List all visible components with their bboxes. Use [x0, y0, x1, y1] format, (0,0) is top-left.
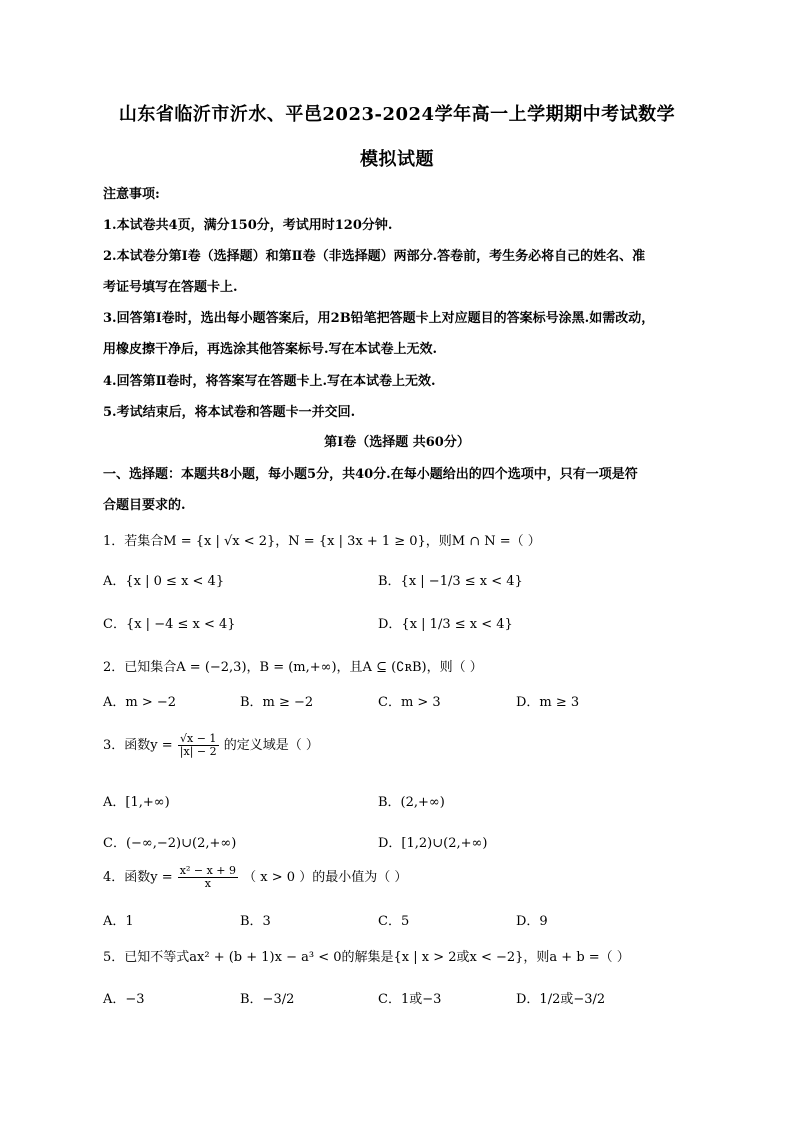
question-3-option-a: A．[1,+∞) — [103, 795, 170, 810]
notice-item: 5.考试结束后，将本试卷和答题卡一并交回. — [103, 405, 356, 420]
question-1-stem: 1．若集合M = {x | √x < 2}，N = {x | 3x + 1 ≥ 0}，则M ∩ N =（ ） — [103, 534, 541, 549]
question-1-option-c: C．{x | −4 ≤ x < 4} — [103, 617, 236, 632]
question-1-option-a: A．{x | 0 ≤ x < 4} — [103, 574, 225, 589]
question-2-option-c: C．m > 3 — [378, 695, 441, 710]
exam-title-line2: 模拟试题 — [360, 149, 434, 170]
notice-heading: 注意事项: — [103, 187, 160, 202]
question-3-numerator: √x − 1 — [178, 733, 219, 746]
section-intro: 合题目要求的. — [103, 498, 186, 513]
question-4-option-d: D．9 — [516, 914, 548, 929]
question-2-stem: 2．已知集合A = (−2,3)，B = (m,+∞)，且A ⊆ (∁ʀB)，则（ ） — [103, 660, 483, 675]
question-4-fraction — [178, 865, 238, 890]
notice-item: 2.本试卷分第Ⅰ卷（选择题）和第Ⅱ卷（非选择题）两部分.答卷前，考生务必将自己的姓名、准 — [103, 249, 646, 264]
question-4-option-b: B．3 — [240, 914, 271, 929]
question-3-stem-prefix: 3．函数y = — [103, 738, 173, 753]
question-3-option-c: C．(−∞,−2)∪(2,+∞) — [103, 836, 237, 851]
section-heading: 第Ⅰ卷（选择题 共60分） — [324, 435, 470, 450]
notice-item: 1.本试卷共4页，满分150分，考试用时120分钟. — [103, 218, 393, 233]
question-3-fraction — [178, 733, 219, 758]
question-1-option-d: D．{x | 1/3 ≤ x < 4} — [378, 617, 513, 632]
question-2-option-a: A．m > −2 — [103, 695, 177, 710]
question-3-option-b: B．(2,+∞) — [378, 795, 445, 810]
question-4-denominator: x — [204, 877, 212, 890]
question-5-stem: 5．已知不等式ax² + (b + 1)x − a³ < 0的解集是{x | x > 2或x < −2}，则a + b =（ ） — [103, 950, 630, 965]
question-5-option-c: C．1或−3 — [378, 992, 442, 1007]
notice-item: 3.回答第Ⅰ卷时，选出每小题答案后，用2B铅笔把答题卡上对应题目的答案标号涂黑.如需改动， — [103, 311, 655, 326]
question-4-numerator: x² − x + 9 — [179, 864, 237, 877]
question-3-stem-suffix: 的定义域是（ ） — [223, 738, 319, 753]
question-5-option-a: A．−3 — [103, 992, 145, 1007]
question-2-option-d: D．m ≥ 3 — [516, 695, 580, 710]
question-4-stem — [103, 865, 407, 890]
question-4-stem-suffix: （ x > 0 ）的最小值为（ ） — [243, 870, 408, 885]
exam-title-line1: 山东省临沂市沂水、平邑2023-2024学年高一上学期期中考试数学 — [118, 104, 676, 125]
question-3-denominator: |x| − 2 — [179, 745, 217, 758]
question-3-stem — [103, 733, 319, 758]
question-5-option-b: B．−3/2 — [240, 992, 295, 1007]
notice-item: 4.回答第Ⅱ卷时，将答案写在答题卡上.写在本试卷上无效. — [103, 374, 436, 389]
question-4-stem-prefix: 4．函数y = — [103, 870, 173, 885]
section-intro: 一、选择题：本题共8小题，每小题5分，共40分.在每小题给出的四个选项中，只有一项是符 — [103, 467, 638, 482]
question-4-option-a: A．1 — [103, 914, 134, 929]
question-3-option-d: D．[1,2)∪(2,+∞) — [378, 836, 488, 851]
question-4-option-c: C．5 — [378, 914, 410, 929]
question-5-option-d: D．1/2或−3/2 — [516, 992, 606, 1007]
question-2-option-b: B．m ≥ −2 — [240, 695, 314, 710]
notice-item: 用橡皮擦干净后，再选涂其他答案标号.写在本试卷上无效. — [103, 342, 438, 357]
notice-item: 考证号填写在答题卡上. — [103, 280, 238, 295]
question-1-option-b: B．{x | −1/3 ≤ x < 4} — [378, 574, 523, 589]
